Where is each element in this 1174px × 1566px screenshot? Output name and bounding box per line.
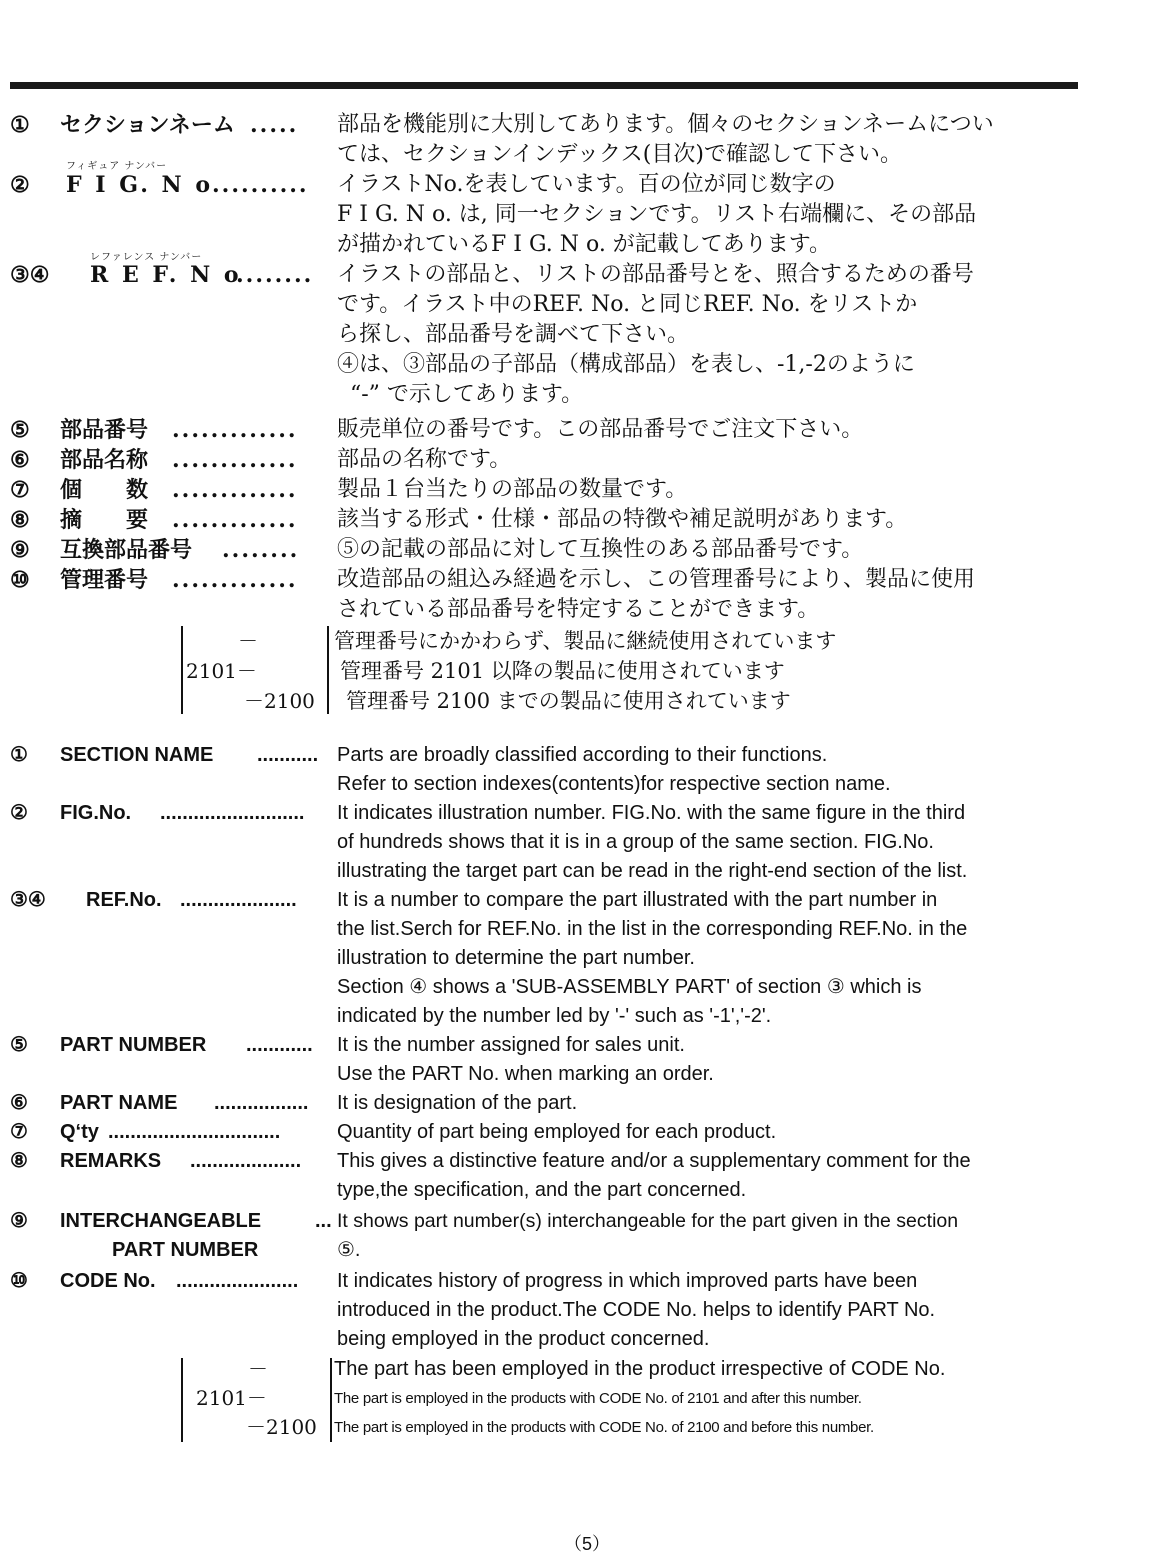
code-desc: The part is employed in the products with CODE No. of 2100 and before this number. bbox=[334, 1419, 874, 1436]
item-desc-line: されている部品番号を特定することができます。 bbox=[337, 597, 820, 622]
item-term: 互換部品番号 bbox=[60, 537, 193, 563]
item-desc-line: F I G. N o. は, 同一セクションです。リスト右端欄に、その部品 bbox=[337, 202, 977, 227]
item-desc-line: 部品の名称です。 bbox=[337, 447, 512, 472]
jp-item-interchangeable bbox=[0, 535, 1174, 565]
dot-leader: ........ bbox=[222, 537, 300, 563]
item-desc-line: “-” で示してあります。 bbox=[350, 382, 584, 407]
item-desc-line: です。イラスト中のREF. No. と同じREF. No. をリストか bbox=[337, 292, 918, 317]
en-item-qty bbox=[0, 1118, 1174, 1147]
item-number: ⑨ bbox=[10, 1210, 28, 1232]
item-desc-line: Use the PART No. when marking an order. bbox=[337, 1063, 714, 1085]
item-number: ③④ bbox=[10, 889, 46, 911]
item-desc-line: イラストの部品と、リストの部品番号とを、照合するための番号 bbox=[337, 262, 974, 287]
ruby-text: レファレンス ナンバー bbox=[90, 252, 203, 263]
code-value: 2101－ bbox=[186, 659, 257, 683]
code-desc: 管理番号 2101 以降の製品に使用されています bbox=[340, 659, 785, 683]
item-desc-line: It shows part number(s) interchangeable for the part given in the section bbox=[337, 1210, 959, 1232]
item-term: 摘 要 bbox=[60, 507, 149, 533]
item-number: ⑥ bbox=[10, 447, 30, 473]
item-desc-line: ら探し、部品番号を調べて下さい。 bbox=[337, 322, 690, 347]
dot-leader: ............. bbox=[172, 477, 298, 503]
item-desc-line: 部品を機能別に大別してあります。個々のセクションネームについ bbox=[337, 112, 994, 137]
en-item-code-no bbox=[0, 1267, 1174, 1354]
en-item-part-name bbox=[0, 1089, 1174, 1118]
item-desc-line: It indicates history of progress in which improved parts have been bbox=[337, 1270, 918, 1292]
item-desc-line: This gives a distinctive feature and/or a supplementary comment for the bbox=[337, 1150, 971, 1172]
jp-item-code-no bbox=[0, 565, 1174, 625]
item-number: ⑥ bbox=[10, 1092, 28, 1114]
jp-item-remarks bbox=[0, 505, 1174, 535]
en-item-remarks bbox=[0, 1147, 1174, 1205]
item-desc-line: ⑤の記載の部品に対して互換性のある部品番号です。 bbox=[337, 537, 864, 562]
jp-item-fig-no bbox=[0, 170, 1174, 260]
code-desc: 管理番号 2100 までの製品に使用されています bbox=[346, 689, 791, 713]
jp-item-ref-no bbox=[0, 260, 1174, 410]
item-desc-line: 該当する形式・仕様・部品の特徴や補足説明があります。 bbox=[337, 507, 908, 532]
dot-leader: ... bbox=[315, 1210, 332, 1232]
dot-leader: ............. bbox=[172, 507, 298, 533]
dot-leader: .................... bbox=[190, 1150, 302, 1172]
item-desc-line: of hundreds shows that it is in a group of the same section. FIG.No. bbox=[337, 831, 934, 853]
dot-leader: ............. bbox=[172, 567, 298, 593]
code-desc: The part has been employed in the product irrespective of CODE No. bbox=[334, 1358, 946, 1380]
item-desc-line: illustrating the target part can be read in the right-end section of the list. bbox=[337, 860, 968, 882]
item-desc-line: It indicates illustration number. FIG.No. with the same figure in the third bbox=[337, 802, 966, 824]
code-value: 2101－ bbox=[196, 1386, 267, 1410]
jp-item-section-name bbox=[0, 110, 1174, 170]
en-item-section-name bbox=[0, 741, 1174, 799]
dot-leader: ...................... bbox=[176, 1270, 299, 1292]
item-number: ⑩ bbox=[10, 1270, 28, 1292]
item-term: 管理番号 bbox=[60, 567, 149, 593]
item-term: Q‘ty bbox=[60, 1121, 99, 1143]
item-desc-line: が描かれているF I G. N o. が記載してあります。 bbox=[337, 232, 832, 257]
item-desc-line: Section ④ shows a 'SUB-ASSEMBLY PART' of section ③ which is bbox=[337, 976, 922, 998]
item-desc-line: It is designation of the part. bbox=[337, 1092, 578, 1114]
dot-leader: ............. bbox=[172, 447, 298, 473]
item-desc-line: Parts are broadly classified according to their functions. bbox=[337, 744, 828, 766]
item-number: ① bbox=[10, 744, 28, 766]
item-term: PART NUMBER bbox=[60, 1034, 207, 1056]
item-desc-line: Refer to section indexes(contents)for respective section name. bbox=[337, 773, 891, 795]
header-rule bbox=[10, 82, 1078, 89]
en-item-fig-no bbox=[0, 799, 1174, 886]
item-number: ⑦ bbox=[10, 1121, 28, 1143]
dot-leader: ............................... bbox=[108, 1121, 281, 1143]
en-item-part-number bbox=[0, 1031, 1174, 1089]
item-number: ⑨ bbox=[10, 537, 30, 563]
code-desc: The part is employed in the products with CODE No. of 2101 and after this number. bbox=[334, 1390, 862, 1407]
item-term: CODE No. bbox=[60, 1270, 156, 1292]
item-desc-line: 製品１台当たりの部品の数量です。 bbox=[337, 477, 688, 502]
item-number: ③④ bbox=[10, 262, 50, 288]
item-term: R E F. N o bbox=[90, 262, 242, 288]
item-term: PART NAME bbox=[60, 1092, 178, 1114]
item-desc-line: illustration to determine the part number. bbox=[337, 947, 695, 969]
jp-item-qty bbox=[0, 475, 1174, 505]
item-number: ⑧ bbox=[10, 1150, 28, 1172]
item-term: セクションネーム bbox=[60, 112, 235, 138]
dot-leader: ............ bbox=[246, 1034, 313, 1056]
dot-leader: .......................... bbox=[160, 802, 305, 824]
item-term: REF.No. bbox=[86, 889, 162, 911]
item-desc-line: type,the specification, and the part concerned. bbox=[337, 1179, 747, 1201]
item-term: 部品番号 bbox=[60, 417, 149, 443]
code-bar-left bbox=[181, 1358, 183, 1442]
ruby-text: フィギュア ナンバー bbox=[66, 161, 168, 172]
item-term: F I G. N o bbox=[66, 172, 213, 198]
item-number: ⑦ bbox=[10, 477, 30, 503]
item-term: 部品名称 bbox=[60, 447, 149, 473]
code-value: － bbox=[248, 1357, 268, 1381]
code-value: － bbox=[238, 629, 258, 653]
code-value: －2100 bbox=[246, 1415, 317, 1439]
item-number: ⑧ bbox=[10, 507, 30, 533]
item-number: ⑩ bbox=[10, 567, 30, 593]
item-desc-line: ④は、③部品の子部品（構成部品）を表し、-1,-2のように bbox=[337, 352, 915, 377]
item-term: REMARKS bbox=[60, 1150, 162, 1172]
dot-leader: ........... bbox=[257, 744, 319, 766]
item-desc-line: Quantity of part being employed for each product. bbox=[337, 1121, 777, 1143]
en-item-ref-no bbox=[0, 886, 1174, 1031]
item-term: INTERCHANGEABLE bbox=[60, 1210, 262, 1232]
item-number: ⑤ bbox=[10, 417, 30, 443]
code-bar-left bbox=[181, 626, 183, 714]
dot-leader: ............. bbox=[172, 417, 298, 443]
item-desc-line: 販売単位の番号です。この部品番号でご注文下さい。 bbox=[337, 417, 864, 442]
item-desc-line: ては、セクションインデックス(目次)で確認して下さい。 bbox=[337, 142, 902, 167]
item-desc-line: introduced in the product.The CODE No. helps to identify PART No. bbox=[337, 1299, 936, 1321]
dot-leader: ................. bbox=[214, 1092, 309, 1114]
item-desc-line: 改造部品の組込み経過を示し、この管理番号により、製品に使用 bbox=[337, 567, 976, 592]
item-number: ① bbox=[10, 112, 30, 138]
item-desc-line: ⑤. bbox=[337, 1239, 361, 1261]
en-item-interchangeable bbox=[0, 1207, 1174, 1265]
item-desc-line: It is the number assigned for sales unit. bbox=[337, 1034, 685, 1056]
page-number: （5） bbox=[563, 1534, 610, 1554]
dot-leader: ..... bbox=[250, 112, 299, 138]
jp-item-part-number bbox=[0, 415, 1174, 445]
item-term-line2: PART NUMBER bbox=[112, 1239, 259, 1261]
code-bar-right bbox=[327, 626, 329, 714]
item-number: ⑤ bbox=[10, 1034, 28, 1056]
item-desc-line: It is a number to compare the part illustrated with the part number in bbox=[337, 889, 938, 911]
item-desc-line: being employed in the product concerned. bbox=[337, 1328, 710, 1350]
code-value: －2100 bbox=[244, 689, 315, 713]
jp-item-part-name bbox=[0, 445, 1174, 475]
code-bar-right bbox=[330, 1358, 332, 1442]
item-term: FIG.No. bbox=[60, 802, 132, 824]
item-desc-line: the list.Serch for REF.No. in the list in the corresponding REF.No. in the bbox=[337, 918, 968, 940]
item-number: ② bbox=[10, 802, 28, 824]
item-term: SECTION NAME bbox=[60, 744, 214, 766]
dot-leader: ........ bbox=[236, 262, 314, 288]
dot-leader: ..................... bbox=[180, 889, 297, 911]
item-desc-line: indicated by the number led by '-' such as '-1','-2'. bbox=[337, 1005, 772, 1027]
item-number: ② bbox=[10, 172, 30, 198]
dot-leader: .......... bbox=[212, 172, 309, 198]
item-term: 個 数 bbox=[60, 477, 149, 503]
code-desc: 管理番号にかかわらず、製品に継続使用されています bbox=[334, 629, 837, 653]
item-desc-line: イラストNo.を表しています。百の位が同じ数字の bbox=[337, 172, 836, 197]
